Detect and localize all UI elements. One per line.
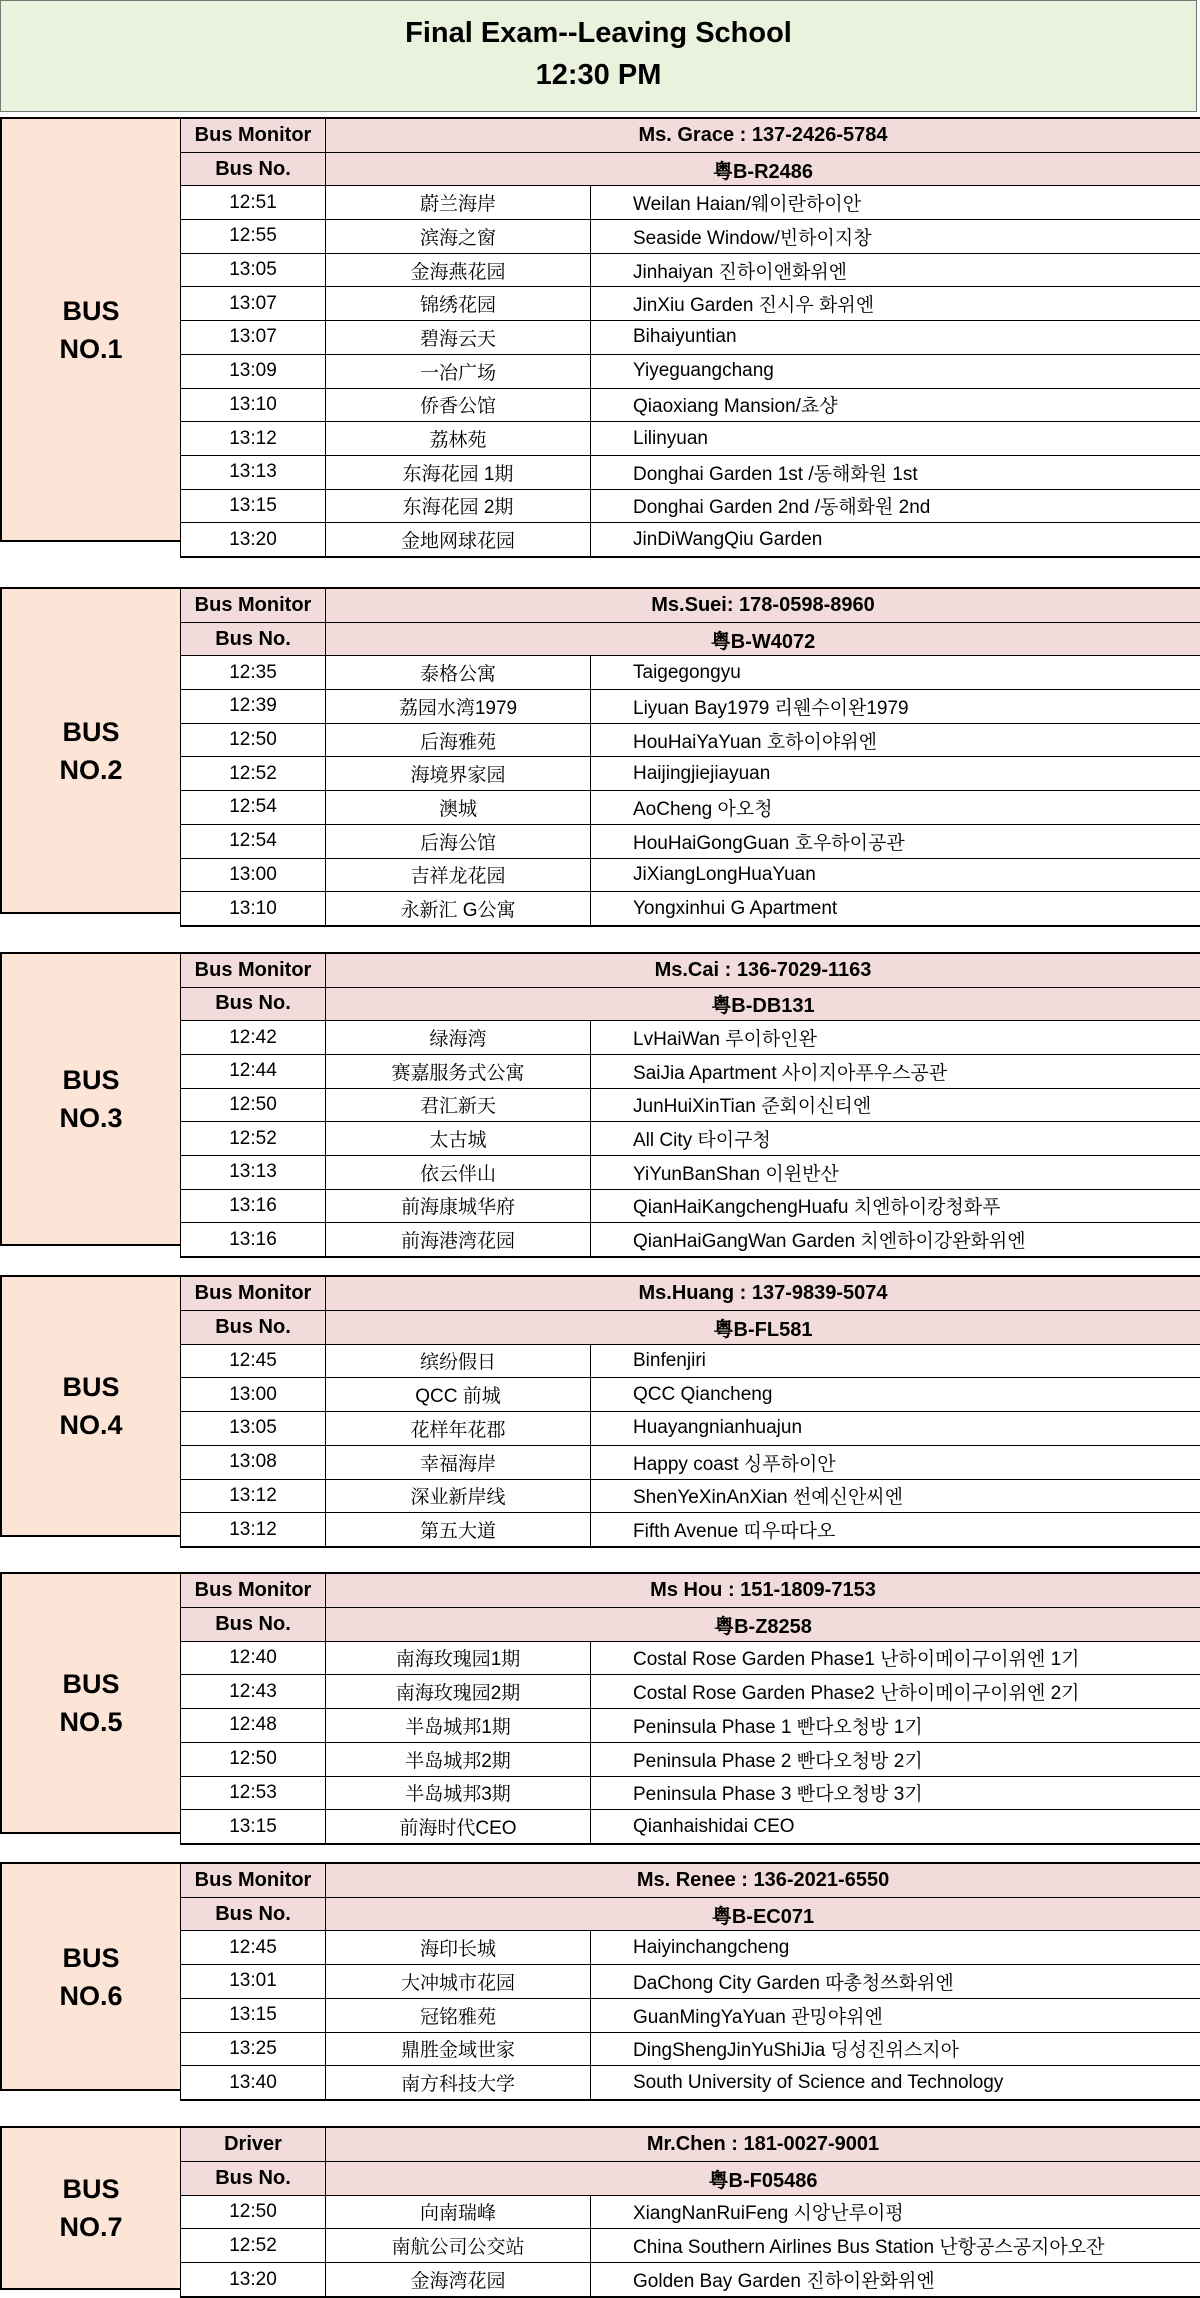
stop-name-english: JiXiangLongHuaYuan bbox=[591, 858, 1200, 892]
license-plate: 粤B-EC071 bbox=[326, 1897, 1200, 1931]
stop-row bbox=[181, 1088, 1200, 1122]
stop-name-english: Huayangnianhuajun bbox=[591, 1412, 1200, 1446]
stop-row bbox=[181, 1054, 1200, 1088]
stop-time: 13:07 bbox=[181, 287, 326, 321]
stop-name-chinese: 蔚兰海岸 bbox=[326, 186, 591, 220]
bus-number-label bbox=[0, 587, 180, 914]
monitor-row bbox=[181, 1573, 1200, 1607]
stop-name-english: Binfenjiri bbox=[591, 1344, 1200, 1378]
stop-time: 12:48 bbox=[181, 1709, 326, 1743]
stop-name-chinese: 前海时代CEO bbox=[326, 1810, 591, 1844]
stop-row bbox=[181, 1776, 1200, 1810]
stop-time: 13:05 bbox=[181, 253, 326, 287]
monitor-row-label: Bus Monitor bbox=[181, 588, 326, 622]
stop-row bbox=[181, 1021, 1200, 1055]
stop-name-english: Peninsula Phase 1 빤다오청방 1기 bbox=[591, 1709, 1200, 1743]
stop-name-chinese: 澳城 bbox=[326, 791, 591, 825]
stop-name-english: ShenYeXinAnXian 썬예신안씨엔 bbox=[591, 1479, 1200, 1513]
monitor-row-label: Bus Monitor bbox=[181, 1863, 326, 1897]
bus-label-line1: BUS bbox=[62, 292, 119, 330]
stop-time: 12:50 bbox=[181, 1742, 326, 1776]
stop-time: 12:43 bbox=[181, 1675, 326, 1709]
stop-name-chinese: 滨海之窗 bbox=[326, 220, 591, 254]
stop-name-english: Seaside Window/빈하이지창 bbox=[591, 220, 1200, 254]
monitor-contact: Ms.Cai : 136-7029-1163 bbox=[326, 953, 1200, 987]
stop-row bbox=[181, 1223, 1200, 1257]
stop-time: 13:00 bbox=[181, 858, 326, 892]
stop-name-chinese: 后海公馆 bbox=[326, 824, 591, 858]
stop-name-chinese: 依云伴山 bbox=[326, 1155, 591, 1189]
stop-time: 13:13 bbox=[181, 1155, 326, 1189]
bus-stop-table bbox=[180, 587, 1200, 927]
stop-name-english: Golden Bay Garden 진하이완화위엔 bbox=[591, 2263, 1200, 2297]
monitor-row bbox=[181, 2127, 1200, 2161]
stop-time: 13:16 bbox=[181, 1189, 326, 1223]
bus-number-label bbox=[0, 2126, 180, 2290]
bus-stop-table bbox=[180, 1275, 1200, 1548]
stop-time: 13:01 bbox=[181, 1965, 326, 1999]
stop-row bbox=[181, 892, 1200, 926]
bus-number-label bbox=[0, 1862, 180, 2091]
stop-row bbox=[181, 2032, 1200, 2066]
bus-label-line2: NO.6 bbox=[59, 1977, 122, 2015]
stop-name-english: SaiJia Apartment 사이지아푸우스공관 bbox=[591, 1054, 1200, 1088]
stop-row bbox=[181, 287, 1200, 321]
stop-name-chinese: 南方科技大学 bbox=[326, 2066, 591, 2100]
page-title: Final Exam--Leaving School bbox=[1, 17, 1196, 50]
bus-number-label bbox=[0, 117, 180, 542]
stop-name-chinese: 太古城 bbox=[326, 1122, 591, 1156]
stop-time: 13:15 bbox=[181, 1998, 326, 2032]
bus-label-line1: BUS bbox=[62, 1665, 119, 1703]
stop-row bbox=[181, 1155, 1200, 1189]
plate-row bbox=[181, 2161, 1200, 2195]
plate-row-label: Bus No. bbox=[181, 1897, 326, 1931]
license-plate: 粤B-DB131 bbox=[326, 987, 1200, 1021]
license-plate: 粤B-W4072 bbox=[326, 622, 1200, 656]
stop-name-english: Weilan Haian/웨이란하이안 bbox=[591, 186, 1200, 220]
stop-time: 13:20 bbox=[181, 2263, 326, 2297]
bus-stop-table bbox=[180, 1862, 1200, 2101]
stop-row bbox=[181, 455, 1200, 489]
stop-row bbox=[181, 791, 1200, 825]
stop-row bbox=[181, 1189, 1200, 1223]
stop-row bbox=[181, 1344, 1200, 1378]
plate-row-label: Bus No. bbox=[181, 1607, 326, 1641]
stop-row bbox=[181, 1965, 1200, 1999]
stop-name-chinese: 缤纷假日 bbox=[326, 1344, 591, 1378]
stop-time: 13:07 bbox=[181, 321, 326, 355]
stop-name-chinese: 锦绣花园 bbox=[326, 287, 591, 321]
stop-time: 12:51 bbox=[181, 186, 326, 220]
stop-name-chinese: 金地网球花园 bbox=[326, 523, 591, 557]
stop-name-chinese: 荔园水湾1979 bbox=[326, 690, 591, 724]
monitor-contact: Ms. Grace : 137-2426-5784 bbox=[326, 118, 1200, 152]
stop-name-english: QianHaiKangchengHuafu 치엔하이캉청화푸 bbox=[591, 1189, 1200, 1223]
plate-row bbox=[181, 1310, 1200, 1344]
bus-label-line2: NO.1 bbox=[59, 330, 122, 368]
bus-label-line1: BUS bbox=[62, 1061, 119, 1099]
bus-number-label bbox=[0, 1275, 180, 1537]
monitor-contact: Mr.Chen : 181-0027-9001 bbox=[326, 2127, 1200, 2161]
stop-name-chinese: 半岛城邦1期 bbox=[326, 1709, 591, 1743]
stop-time: 12:40 bbox=[181, 1641, 326, 1675]
stop-name-english: China Southern Airlines Bus Station 난항공스공지아오잔 bbox=[591, 2229, 1200, 2263]
stop-row bbox=[181, 1445, 1200, 1479]
stop-name-english: Lilinyuan bbox=[591, 422, 1200, 456]
bus-stop-table bbox=[180, 1572, 1200, 1845]
stop-name-english: Bihaiyuntian bbox=[591, 321, 1200, 355]
stop-name-english: Fifth Avenue 띠우따다오 bbox=[591, 1513, 1200, 1547]
stop-row bbox=[181, 388, 1200, 422]
stop-name-english: Happy coast 싱푸하이안 bbox=[591, 1445, 1200, 1479]
stop-time: 13:13 bbox=[181, 455, 326, 489]
plate-row-label: Bus No. bbox=[181, 622, 326, 656]
stop-time: 13:05 bbox=[181, 1412, 326, 1446]
stop-name-english: QCC Qiancheng bbox=[591, 1378, 1200, 1412]
bus-number-label bbox=[0, 952, 180, 1246]
stop-name-english: Peninsula Phase 3 빤다오청방 3기 bbox=[591, 1776, 1200, 1810]
plate-row bbox=[181, 1607, 1200, 1641]
stop-name-chinese: 金海燕花园 bbox=[326, 253, 591, 287]
stop-row bbox=[181, 321, 1200, 355]
monitor-row bbox=[181, 953, 1200, 987]
stop-time: 12:50 bbox=[181, 2195, 326, 2229]
stop-name-chinese: 后海雅苑 bbox=[326, 723, 591, 757]
bus-label-line1: BUS bbox=[62, 713, 119, 751]
stop-time: 12:52 bbox=[181, 757, 326, 791]
plate-row bbox=[181, 1897, 1200, 1931]
stop-row bbox=[181, 1513, 1200, 1547]
stop-row bbox=[181, 1810, 1200, 1844]
stop-name-english: LvHaiWan 루이하인완 bbox=[591, 1021, 1200, 1055]
stop-name-english: YiYunBanShan 이윈반산 bbox=[591, 1155, 1200, 1189]
stop-time: 13:00 bbox=[181, 1378, 326, 1412]
bus-label-line2: NO.2 bbox=[59, 751, 122, 789]
monitor-row bbox=[181, 1276, 1200, 1310]
stop-name-chinese: 金海湾花园 bbox=[326, 2263, 591, 2297]
license-plate: 粤B-F05486 bbox=[326, 2161, 1200, 2195]
stop-row bbox=[181, 2195, 1200, 2229]
bus-block bbox=[0, 587, 1200, 914]
stop-row bbox=[181, 523, 1200, 557]
stop-time: 13:25 bbox=[181, 2032, 326, 2066]
stop-name-english: Yongxinhui G Apartment bbox=[591, 892, 1200, 926]
stop-time: 12:45 bbox=[181, 1344, 326, 1378]
monitor-contact: Ms Hou : 151-1809-7153 bbox=[326, 1573, 1200, 1607]
departure-time: 12:30 PM bbox=[1, 59, 1196, 92]
monitor-row bbox=[181, 1863, 1200, 1897]
stop-row bbox=[181, 186, 1200, 220]
stop-name-english: JunHuiXinTian 준회이신티엔 bbox=[591, 1088, 1200, 1122]
stop-name-english: South University of Science and Technology bbox=[591, 2066, 1200, 2100]
bus-block bbox=[0, 952, 1200, 1246]
monitor-contact: Ms. Renee : 136-2021-6550 bbox=[326, 1863, 1200, 1897]
stop-row bbox=[181, 723, 1200, 757]
stop-name-chinese: 东海花园 2期 bbox=[326, 489, 591, 523]
bus-number-label bbox=[0, 1572, 180, 1834]
monitor-row bbox=[181, 588, 1200, 622]
stop-name-chinese: 南海玫瑰园2期 bbox=[326, 1675, 591, 1709]
monitor-row bbox=[181, 118, 1200, 152]
stop-row bbox=[181, 1742, 1200, 1776]
license-plate: 粤B-R2486 bbox=[326, 152, 1200, 186]
stop-name-chinese: 向南瑞峰 bbox=[326, 2195, 591, 2229]
bus-block bbox=[0, 2126, 1200, 2290]
stop-time: 13:09 bbox=[181, 354, 326, 388]
stop-name-english: Qiaoxiang Mansion/쵸샹 bbox=[591, 388, 1200, 422]
stop-time: 13:08 bbox=[181, 1445, 326, 1479]
stop-row bbox=[181, 1479, 1200, 1513]
stop-name-english: Qianhaishidai CEO bbox=[591, 1810, 1200, 1844]
bus-label-line2: NO.7 bbox=[59, 2208, 122, 2246]
monitor-row-label: Bus Monitor bbox=[181, 1573, 326, 1607]
stop-time: 12:39 bbox=[181, 690, 326, 724]
stop-name-chinese: QCC 前城 bbox=[326, 1378, 591, 1412]
stop-row bbox=[181, 858, 1200, 892]
plate-row bbox=[181, 987, 1200, 1021]
bus-block bbox=[0, 1572, 1200, 1834]
plate-row-label: Bus No. bbox=[181, 152, 326, 186]
stop-row bbox=[181, 1378, 1200, 1412]
stop-name-english: JinDiWangQiu Garden bbox=[591, 523, 1200, 557]
stop-row bbox=[181, 656, 1200, 690]
page-header bbox=[0, 0, 1197, 112]
stop-row bbox=[181, 757, 1200, 791]
plate-row-label: Bus No. bbox=[181, 1310, 326, 1344]
stop-row bbox=[181, 489, 1200, 523]
stop-name-chinese: 海印长城 bbox=[326, 1931, 591, 1965]
stop-name-english: All City 타이구청 bbox=[591, 1122, 1200, 1156]
stop-name-chinese: 鼎胜金域世家 bbox=[326, 2032, 591, 2066]
license-plate: 粤B-Z8258 bbox=[326, 1607, 1200, 1641]
stop-time: 12:45 bbox=[181, 1931, 326, 1965]
stop-row bbox=[181, 2066, 1200, 2100]
stop-name-chinese: 前海港湾花园 bbox=[326, 1223, 591, 1257]
stop-name-english: Yiyeguangchang bbox=[591, 354, 1200, 388]
stop-time: 13:10 bbox=[181, 892, 326, 926]
stop-name-chinese: 赛嘉服务式公寓 bbox=[326, 1054, 591, 1088]
stop-row bbox=[181, 1931, 1200, 1965]
stop-name-english: Costal Rose Garden Phase1 난하이메이구이위엔 1기 bbox=[591, 1641, 1200, 1675]
stop-name-chinese: 南航公司公交站 bbox=[326, 2229, 591, 2263]
stop-name-english: Costal Rose Garden Phase2 난하이메이구이위엔 2기 bbox=[591, 1675, 1200, 1709]
bus-label-line2: NO.5 bbox=[59, 1703, 122, 1741]
stop-row bbox=[181, 354, 1200, 388]
stop-name-english: Haiyinchangcheng bbox=[591, 1931, 1200, 1965]
stop-name-english: QianHaiGangWan Garden 치엔하이강완화위엔 bbox=[591, 1223, 1200, 1257]
monitor-row-label: Bus Monitor bbox=[181, 953, 326, 987]
bus-label-line2: NO.3 bbox=[59, 1099, 122, 1137]
stop-name-english: Donghai Garden 2nd /동해화원 2nd bbox=[591, 489, 1200, 523]
stop-name-chinese: 花样年花郡 bbox=[326, 1412, 591, 1446]
bus-stop-table bbox=[180, 952, 1200, 1258]
stop-row bbox=[181, 220, 1200, 254]
stop-time: 12:50 bbox=[181, 1088, 326, 1122]
stop-name-english: HouHaiYaYuan 호하이야위엔 bbox=[591, 723, 1200, 757]
stop-row bbox=[181, 824, 1200, 858]
stop-name-chinese: 一冶广场 bbox=[326, 354, 591, 388]
stop-name-chinese: 半岛城邦3期 bbox=[326, 1776, 591, 1810]
stop-name-english: Donghai Garden 1st /동해화원 1st bbox=[591, 455, 1200, 489]
stop-time: 13:12 bbox=[181, 1479, 326, 1513]
bus-block bbox=[0, 117, 1200, 542]
stop-row bbox=[181, 2229, 1200, 2263]
stop-name-chinese: 东海花园 1期 bbox=[326, 455, 591, 489]
stop-name-english: HouHaiGongGuan 호우하이공관 bbox=[591, 824, 1200, 858]
stop-name-english: Taigegongyu bbox=[591, 656, 1200, 690]
plate-row-label: Bus No. bbox=[181, 987, 326, 1021]
stop-name-chinese: 碧海云天 bbox=[326, 321, 591, 355]
stop-name-chinese: 大冲城市花园 bbox=[326, 1965, 591, 1999]
stop-row bbox=[181, 422, 1200, 456]
bus-stop-table bbox=[180, 2126, 1200, 2298]
stop-name-english: Jinhaiyan 진하이앤화위엔 bbox=[591, 253, 1200, 287]
stop-time: 12:53 bbox=[181, 1776, 326, 1810]
stop-row bbox=[181, 1709, 1200, 1743]
stop-time: 12:35 bbox=[181, 656, 326, 690]
stop-name-chinese: 深业新岸线 bbox=[326, 1479, 591, 1513]
monitor-contact: Ms.Suei: 178-0598-8960 bbox=[326, 588, 1200, 622]
stop-row bbox=[181, 690, 1200, 724]
monitor-contact: Ms.Huang : 137-9839-5074 bbox=[326, 1276, 1200, 1310]
bus-label-line1: BUS bbox=[62, 1368, 119, 1406]
stop-row bbox=[181, 253, 1200, 287]
stop-row bbox=[181, 1641, 1200, 1675]
stop-time: 13:20 bbox=[181, 523, 326, 557]
stop-name-chinese: 泰格公寓 bbox=[326, 656, 591, 690]
stop-name-chinese: 海境界家园 bbox=[326, 757, 591, 791]
stop-name-chinese: 绿海湾 bbox=[326, 1021, 591, 1055]
stop-name-english: DingShengJinYuShiJia 딩성진위스지아 bbox=[591, 2032, 1200, 2066]
stop-name-english: Haijingjiejiayuan bbox=[591, 757, 1200, 791]
stop-name-chinese: 君汇新天 bbox=[326, 1088, 591, 1122]
bus-label-line1: BUS bbox=[62, 2170, 119, 2208]
stop-time: 12:52 bbox=[181, 2229, 326, 2263]
plate-row-label: Bus No. bbox=[181, 2161, 326, 2195]
stop-time: 13:12 bbox=[181, 1513, 326, 1547]
bus-block bbox=[0, 1275, 1200, 1537]
stop-time: 13:15 bbox=[181, 489, 326, 523]
plate-row bbox=[181, 152, 1200, 186]
stop-name-english: GuanMingYaYuan 관밍야위엔 bbox=[591, 1998, 1200, 2032]
stop-name-english: JinXiu Garden 진시우 화위엔 bbox=[591, 287, 1200, 321]
stop-name-chinese: 幸福海岸 bbox=[326, 1445, 591, 1479]
monitor-row-label: Bus Monitor bbox=[181, 118, 326, 152]
stop-row bbox=[181, 2263, 1200, 2297]
plate-row bbox=[181, 622, 1200, 656]
stop-time: 13:40 bbox=[181, 2066, 326, 2100]
stop-time: 12:54 bbox=[181, 824, 326, 858]
stop-time: 13:16 bbox=[181, 1223, 326, 1257]
stop-time: 13:12 bbox=[181, 422, 326, 456]
bus-label-line1: BUS bbox=[62, 1939, 119, 1977]
stop-name-chinese: 第五大道 bbox=[326, 1513, 591, 1547]
stop-time: 12:55 bbox=[181, 220, 326, 254]
stop-name-chinese: 永新汇 G公寓 bbox=[326, 892, 591, 926]
stop-name-chinese: 吉祥龙花园 bbox=[326, 858, 591, 892]
stop-name-english: XiangNanRuiFeng 시앙난루이펑 bbox=[591, 2195, 1200, 2229]
stop-name-english: AoCheng 아오청 bbox=[591, 791, 1200, 825]
stop-row bbox=[181, 1122, 1200, 1156]
stop-row bbox=[181, 1675, 1200, 1709]
bus-stop-table bbox=[180, 117, 1200, 558]
stop-time: 12:42 bbox=[181, 1021, 326, 1055]
bus-block bbox=[0, 1862, 1200, 2091]
stop-name-english: DaChong City Garden 따총청쓰화위엔 bbox=[591, 1965, 1200, 1999]
monitor-row-label: Driver bbox=[181, 2127, 326, 2161]
stop-name-chinese: 半岛城邦2期 bbox=[326, 1742, 591, 1776]
stop-time: 12:44 bbox=[181, 1054, 326, 1088]
stop-time: 12:50 bbox=[181, 723, 326, 757]
stop-row bbox=[181, 1998, 1200, 2032]
stop-time: 12:54 bbox=[181, 791, 326, 825]
stop-name-english: Liyuan Bay1979 리웬수이완1979 bbox=[591, 690, 1200, 724]
monitor-row-label: Bus Monitor bbox=[181, 1276, 326, 1310]
bus-label-line2: NO.4 bbox=[59, 1406, 122, 1444]
stop-name-chinese: 前海康城华府 bbox=[326, 1189, 591, 1223]
stop-name-chinese: 冠铭雅苑 bbox=[326, 1998, 591, 2032]
stop-name-chinese: 荔林苑 bbox=[326, 422, 591, 456]
stop-time: 13:10 bbox=[181, 388, 326, 422]
stop-row bbox=[181, 1412, 1200, 1446]
stop-name-english: Peninsula Phase 2 빤다오청방 2기 bbox=[591, 1742, 1200, 1776]
license-plate: 粤B-FL581 bbox=[326, 1310, 1200, 1344]
stop-time: 12:52 bbox=[181, 1122, 326, 1156]
stop-name-chinese: 侨香公馆 bbox=[326, 388, 591, 422]
stop-time: 13:15 bbox=[181, 1810, 326, 1844]
stop-name-chinese: 南海玫瑰园1期 bbox=[326, 1641, 591, 1675]
